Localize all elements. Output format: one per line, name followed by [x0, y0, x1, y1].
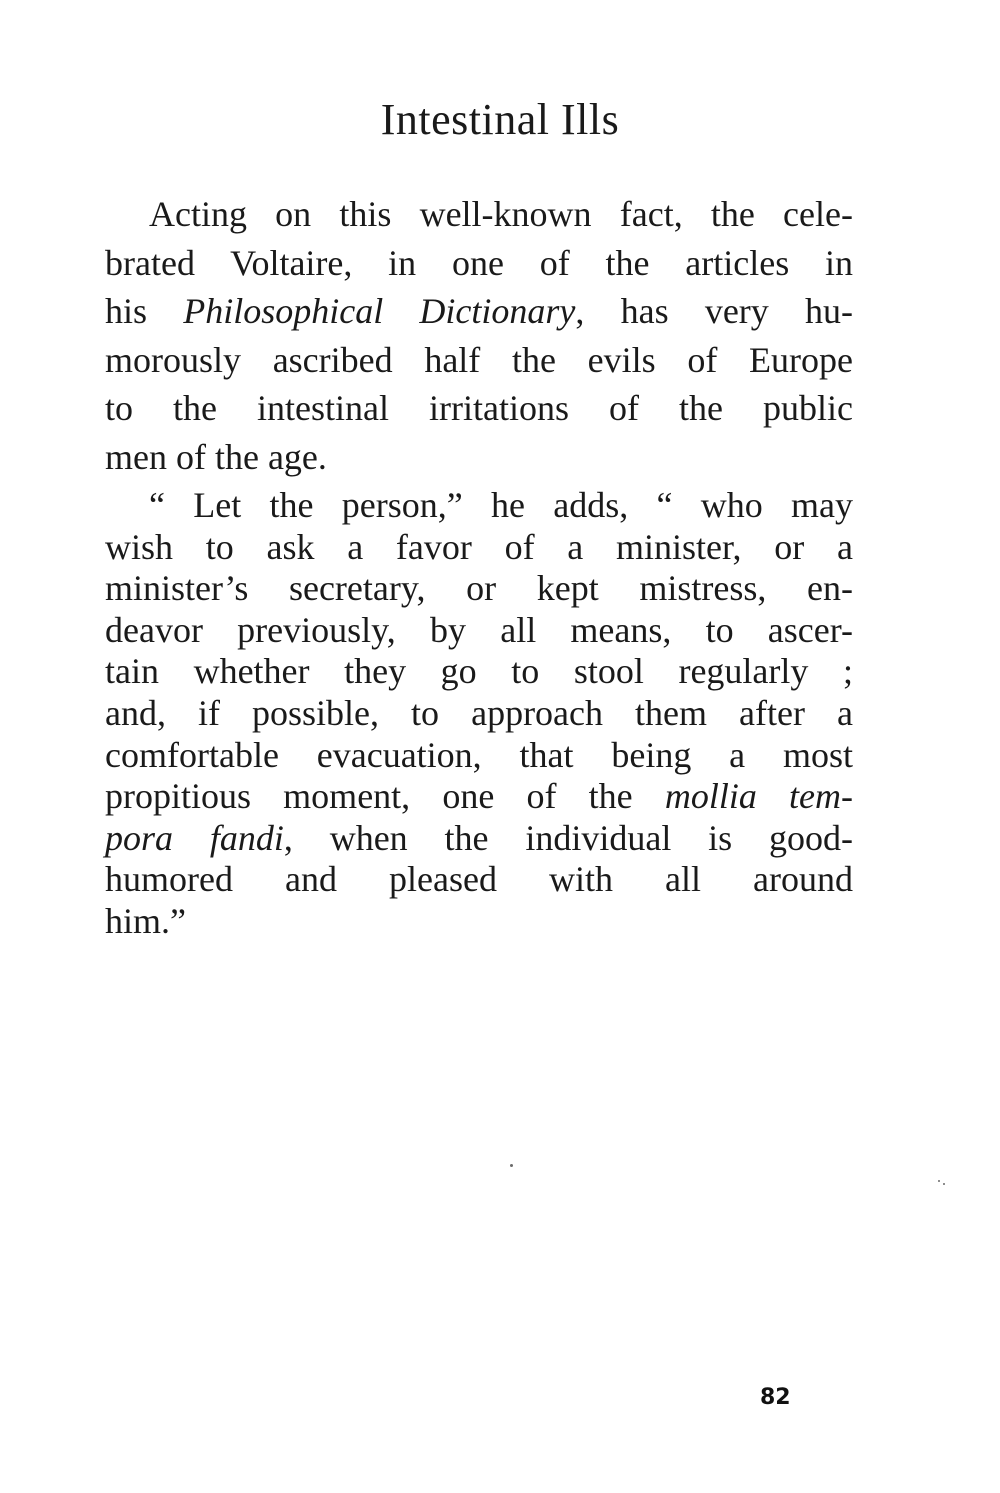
text-run: propitious moment, one of the — [105, 776, 665, 817]
text-run: his — [105, 291, 184, 332]
text-line: to the intestinal irritations of the public — [105, 388, 853, 429]
paragraph-1 — [105, 190, 853, 482]
running-head: Intestinal Ills — [380, 95, 620, 144]
text-line: minister’s secretary, or kept mistress, en- — [105, 568, 853, 609]
latin-phrase: mollia tem- — [664, 776, 853, 817]
text-line: deavor previously, by all means, to ascer- — [105, 609, 853, 650]
text-line — [105, 818, 853, 860]
text-line: tain whether they go to stool regularly ; — [105, 651, 853, 692]
text-line: and, if possible, to approach them after a — [105, 692, 853, 733]
text-line: him.” — [105, 900, 186, 941]
text-line: “ Let the person,” he adds, “ who may — [149, 485, 853, 525]
text-line: morously ascribed half the evils of Europe — [105, 339, 853, 380]
text-line — [105, 776, 853, 818]
latin-phrase: pora fandi — [105, 817, 284, 858]
text-line — [105, 287, 853, 336]
paragraph-2 — [105, 485, 853, 943]
scan-speck — [938, 1180, 940, 1182]
text-line: humored and pleased with all around — [105, 859, 853, 900]
book-title: Philosophical Dictionary — [183, 291, 576, 332]
text-line: Acting on this well-known fact, the cele- — [149, 194, 853, 234]
text-run: , when the individual is good- — [283, 817, 853, 858]
text-line: comfortable evacuation, that being a most — [105, 734, 853, 775]
text-line: wish to ask a favor of a minister, or a — [105, 526, 853, 567]
page-number: 82 — [760, 1385, 791, 1410]
text-line: men of the age. — [105, 436, 327, 477]
text-run: , has very hu- — [575, 291, 853, 332]
text-line: brated Voltaire, in one of the articles in — [105, 242, 853, 283]
scan-speck — [510, 1164, 513, 1167]
scan-speck — [943, 1183, 945, 1185]
